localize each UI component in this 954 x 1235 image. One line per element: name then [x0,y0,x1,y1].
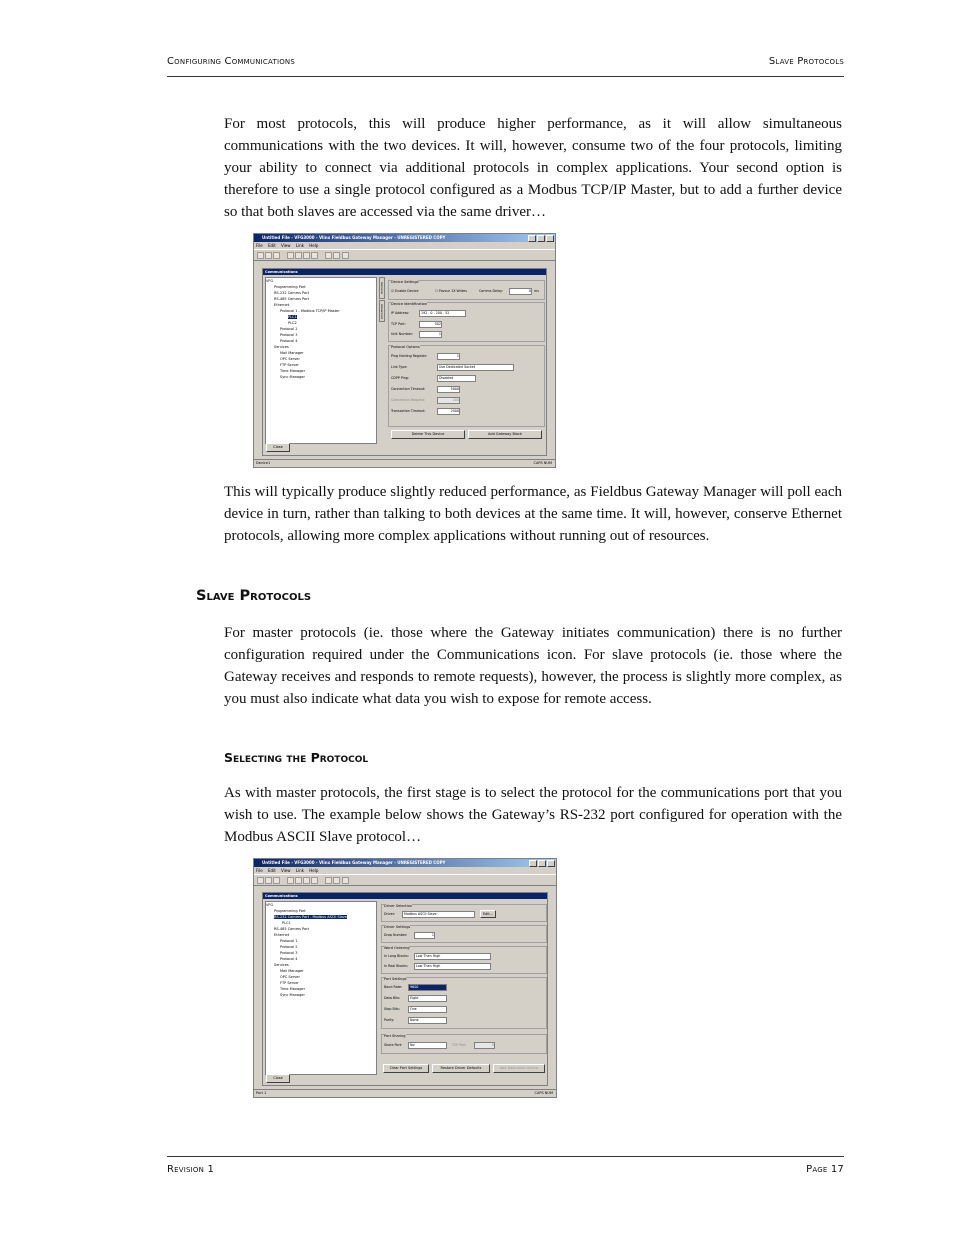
cdpp-ping-select[interactable]: Disabled [437,375,476,382]
section-heading: Slave Protocols [196,588,312,604]
menu-view[interactable]: View [281,243,291,248]
paragraph-1: For most protocols, this will produce higher performance, as it will allow simultaneous communications with the two devices. It will, however, consume two of the four protocols, limiting your ability to connect via additional protocols in complex applications. Your second option is therefore to use a single protocol configured as a Modbus TCP/IP Master, but to add a further device so that both slaves are accessed via the same driver… [224,116,842,220]
menu-edit[interactable]: Edit [267,243,276,248]
tree-item[interactable]: Protocol 1 - Modbus TCP/IP Master [280,309,340,313]
header-right: Slave Protocols [768,56,844,67]
paragraph-4: As with master protocols, the first stage is to select the protocol for the communications port that you wish to use. The example below shows the Gateway’s RS-232 port configured for operation with the Modbus ASCII Slave protocol… [224,785,842,845]
menu-view[interactable]: View [281,868,291,873]
open-icon[interactable] [265,252,272,259]
delete-device-button[interactable]: Delete This Device [391,430,465,439]
footer-page-number: Page 17 [806,1164,844,1175]
baud-rate-label: Baud Rate: [384,985,403,989]
tree-item[interactable]: Time Manager [280,987,306,991]
stop-bits-select[interactable]: One [408,1006,447,1013]
tree-item[interactable]: RS-485 Comms Port [274,927,309,931]
add-additional-device-button[interactable]: Add Additional Device [493,1064,545,1073]
tree-item[interactable]: Time Manager [280,369,306,373]
status-bar [254,1089,556,1097]
link-type-select[interactable]: Use Dedicated Socket [437,364,514,371]
paste-icon[interactable] [303,252,310,259]
unit-number-input[interactable]: 1 [419,331,442,338]
header-left: Configuring Communications [167,56,295,67]
baud-rate-select[interactable]: 9600 [408,984,447,991]
close-button[interactable]: Close [266,1074,290,1083]
link-icon[interactable] [342,877,349,884]
tree-item[interactable]: PLC2 [288,321,297,325]
port-panel [381,901,547,1081]
tree-item[interactable]: Protocol 4 [280,339,298,343]
menu-help[interactable]: Help [309,243,319,248]
group-title: Driver Settings [384,925,411,929]
tree-item[interactable]: Protocol 4 [280,957,298,961]
data-bits-label: Data Bits: [384,996,401,1000]
add-gateway-block-button[interactable]: Add Gateway Block [468,430,542,439]
tree-item[interactable]: Ethernet [274,933,290,937]
driver-value: Modbus ASCII Slave [402,911,475,918]
tree-item[interactable]: Programming Port [274,909,306,913]
share-port-label: Share Port: [384,1043,403,1047]
screenshot-tcp-master [253,233,556,468]
cut-icon[interactable] [287,252,294,259]
tree-item[interactable]: PLC1 [282,921,291,925]
menu-link[interactable]: Link [295,868,304,873]
tab-general[interactable]: General [379,277,385,299]
paragraph-3: For master protocols (ie. those where the Gateway initiates communication) there is no further configuration required under the Communications icon. For slave protocols (ie. those where the Gateway receives and responds to remote requests), however, the process is slightly more complex, as you must also indicate what data you wish to expose for remote access. [224,625,842,707]
device-tree[interactable] [265,901,377,1075]
save-icon[interactable] [273,877,280,884]
device-tree[interactable] [265,277,377,444]
side-tabs [379,277,386,323]
tree-item[interactable]: RS-485 Comms Port [274,297,309,301]
ms-unit: ms [534,289,539,293]
menu-help[interactable]: Help [309,868,319,873]
communications-title: Communications [263,269,546,275]
ip-address-input[interactable]: 192 . 0 . 200 . 52 [419,310,466,317]
drop-number-input[interactable]: 1 [414,932,435,939]
close-button[interactable]: Close [266,443,290,452]
group-title: Protocol Options [391,345,420,349]
favour-writes-checkbox[interactable]: ☐ Favour 1X Writes [435,289,467,293]
group-port-sharing [381,1034,547,1054]
page-header [167,56,844,77]
status-keys: CAPS NUM [534,1091,553,1095]
edit-driver-button[interactable]: Edit... [480,910,496,918]
copy-icon[interactable] [295,252,302,259]
group-port-settings [381,977,547,1029]
tree-item[interactable]: VFG [266,903,274,907]
delete-icon[interactable] [311,252,318,259]
tree-item[interactable]: RS-232 Comms Port [274,291,309,295]
window-title: Untitled File - VFG3000 - Vlinx Fieldbus Gateway Manager - UNREGISTERED COPY [254,234,555,242]
comms-delay-label: Comms Delay: [479,289,503,293]
share-port-select[interactable]: No [408,1042,447,1049]
screenshot-ascii-slave [253,858,557,1098]
ip-address-label: IP Address: [391,311,410,315]
redo-icon[interactable] [333,252,340,259]
real-blocks-label: In Real Blocks: [384,964,409,968]
driver-label: Driver: [384,912,396,916]
tree-item[interactable]: Mail Manager [280,969,304,973]
status-bar [254,459,555,467]
group-word-ordering [381,946,547,974]
tcp-port-input[interactable]: 0 [474,1042,495,1049]
comms-delay-input[interactable]: 0 [509,288,532,295]
menu-file[interactable]: File [256,243,263,248]
status-keys: CAPS NUM [533,461,552,465]
link-icon[interactable] [342,252,349,259]
toolbar [254,874,556,886]
transaction-timeout-input[interactable]: 2500 [437,408,460,415]
device-panel [388,277,545,449]
group-device-settings [388,280,545,300]
drop-number-label: Drop Number: [384,933,408,937]
cut-icon[interactable] [287,877,294,884]
tree-item-selected[interactable]: RS-232 Comms Port - Modbus ASCII Slave [274,915,348,919]
communications-window [262,268,547,456]
transaction-timeout-label: Transaction Timeout: [391,409,426,413]
enable-device-checkbox[interactable]: ☑ Enable Device [391,289,419,293]
paste-icon[interactable] [303,877,310,884]
stop-bits-label: Stop Bits: [384,1007,400,1011]
link-type-label: Link Type: [391,365,408,369]
menu-bar [256,243,322,248]
new-icon[interactable] [257,252,264,259]
tree-item[interactable]: Protocol 2 [280,327,298,331]
real-blocks-select[interactable]: Low Then High [414,963,491,970]
tcp-port-label: TCP Port: [391,322,406,326]
tree-item[interactable]: VFG [266,279,274,283]
tree-item[interactable]: OPC Server [280,975,300,979]
redo-icon[interactable] [333,877,340,884]
tcp-port-input[interactable]: 502 [419,321,442,328]
tree-item[interactable]: Protocol 3 [280,951,298,955]
tree-item[interactable]: Protocol 1 [280,939,298,943]
tree-item[interactable]: Mail Manager [280,351,304,355]
connection-timeout-label: Connection Timeout: [391,387,426,391]
menu-edit[interactable]: Edit [267,868,276,873]
group-title: Device Settings [391,280,419,284]
tree-item-selected[interactable]: PLC1 [288,315,297,319]
tab-advanced[interactable]: Advanced [379,300,385,322]
window-buttons [528,860,555,868]
delete-icon[interactable] [311,877,318,884]
paragraph-2: This will typically produce slightly reduced performance, as Fieldbus Gateway Manager will poll each device in turn, rather than talking to both devices at the same time. It will, however, conserve Ethernet protocols, allowing more complex applications without running out of resources. [224,484,842,544]
data-bits-select[interactable]: Eight [408,995,447,1002]
tree-item[interactable]: FTP Server [280,363,299,367]
page-footer [167,1156,844,1175]
tree-item[interactable]: Protocol 3 [280,333,298,337]
copy-icon[interactable] [295,877,302,884]
connection-timeout-input[interactable]: 5000 [437,386,460,393]
new-icon[interactable] [257,877,264,884]
group-driver-settings [381,925,547,943]
ping-register-input[interactable]: 1 [437,353,460,360]
open-icon[interactable] [265,877,272,884]
group-protocol-options [388,345,545,427]
group-title: Driver Selection [384,904,413,908]
unit-number-label: Unit Number: [391,332,414,336]
restore-driver-defaults-button[interactable]: Restore Driver Defaults [432,1064,490,1073]
group-title: Port Sharing [384,1034,406,1038]
ping-register-label: Ping Holding Register: [391,354,428,358]
group-title: Device Identification [391,302,428,306]
menu-bar [256,868,322,873]
parity-select[interactable]: None [408,1017,447,1024]
connection-request-label: Connection Request: [391,398,426,402]
undo-icon[interactable] [325,877,332,884]
group-device-identification [388,302,545,342]
toolbar [254,249,555,261]
tree-item[interactable]: OPC Server [280,357,300,361]
tree-item[interactable]: Protocol 2 [280,945,298,949]
group-driver-selection [381,904,547,922]
tree-item[interactable]: Sync Manager [280,375,305,379]
tree-item[interactable]: FTP Server [280,981,299,985]
footer-revision: Revision 1 [167,1164,215,1175]
status-text: Port 1 [256,1091,267,1095]
window-buttons [527,235,554,243]
group-title: Word Ordering [384,946,410,950]
menu-file[interactable]: File [256,868,263,873]
communications-window [262,892,548,1086]
long-blocks-label: In Long Blocks: [384,954,409,958]
tree-item[interactable]: Services [274,963,289,967]
tcp-port-label: TCP Port: [452,1043,467,1047]
status-text: Device1 [256,461,271,465]
undo-icon[interactable] [325,252,332,259]
save-icon[interactable] [273,252,280,259]
menu-link[interactable]: Link [295,243,304,248]
long-blocks-select[interactable]: Low Then High [414,953,491,960]
tree-item[interactable]: Services [274,345,289,349]
communications-title: Communications [263,893,547,899]
subsection-heading: Selecting the Protocol [224,750,369,765]
group-title: Port Settings [384,977,407,981]
clear-port-settings-button[interactable]: Clear Port Settings [383,1064,429,1073]
window-title: Untitled File - VFG3000 - Vlinx Fieldbus Gateway Manager - UNREGISTERED COPY [254,859,556,867]
tree-item[interactable]: Sync Manager [280,993,305,997]
tree-item[interactable]: Ethernet [274,303,290,307]
parity-label: Parity: [384,1018,395,1022]
cdpp-ping-label: CDPP Ping: [391,376,409,380]
connection-request-input[interactable]: 200 [437,397,460,404]
tree-item[interactable]: Programming Port [274,285,306,289]
